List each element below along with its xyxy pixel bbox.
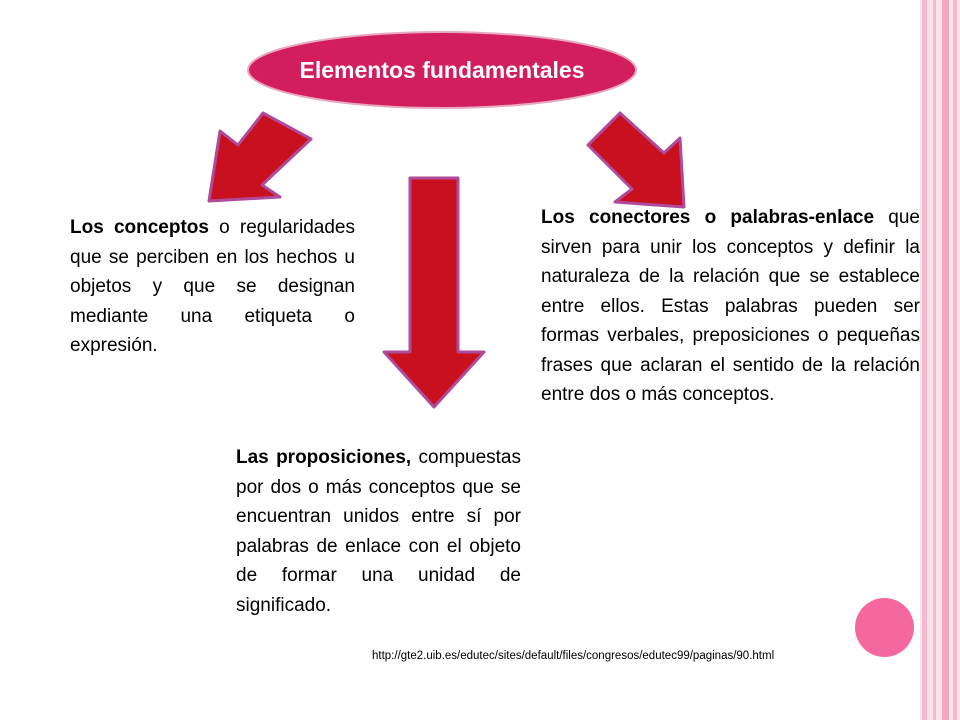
conectores-description: que sirven para unir los conceptos y definir la naturaleza de la relación que se establece entre ellos. Estas palabras pueden ser formas verbales, preposiciones o pequeñas frases que aclaran el sentido de la relación entre dos o más conceptos. xyxy=(541,207,920,405)
conceptos-term: Los conceptos xyxy=(70,217,209,238)
text-block-conceptos xyxy=(70,213,355,361)
decorative-pink-circle xyxy=(855,598,914,657)
text-block-conectores xyxy=(541,203,920,410)
left-down-arrow xyxy=(209,113,311,201)
proposiciones-description: compuestas por dos o más conceptos que se encuentran unidos entre sí por palabras de enlace con el objeto de formar una unidad de significado. xyxy=(236,447,521,616)
text-block-proposiciones xyxy=(236,443,521,620)
right-down-arrow xyxy=(588,113,684,207)
proposiciones-term: Las proposiciones, xyxy=(236,447,412,468)
conceptos-description: o regularidades que se perciben en los hechos u objetos y que se designan mediante una etiqueta o expresión. xyxy=(70,217,355,356)
center-down-arrow xyxy=(384,178,484,407)
diagram-title: Elementos fundamentales xyxy=(299,56,585,83)
source-link[interactable]: http://gte2.uib.es/edutec/sites/default/files/congresos/edutec99/paginas/90.html xyxy=(372,650,775,662)
decorative-side-stripes xyxy=(920,0,960,720)
conectores-term: Los conectores o palabras-enlace xyxy=(541,207,875,228)
